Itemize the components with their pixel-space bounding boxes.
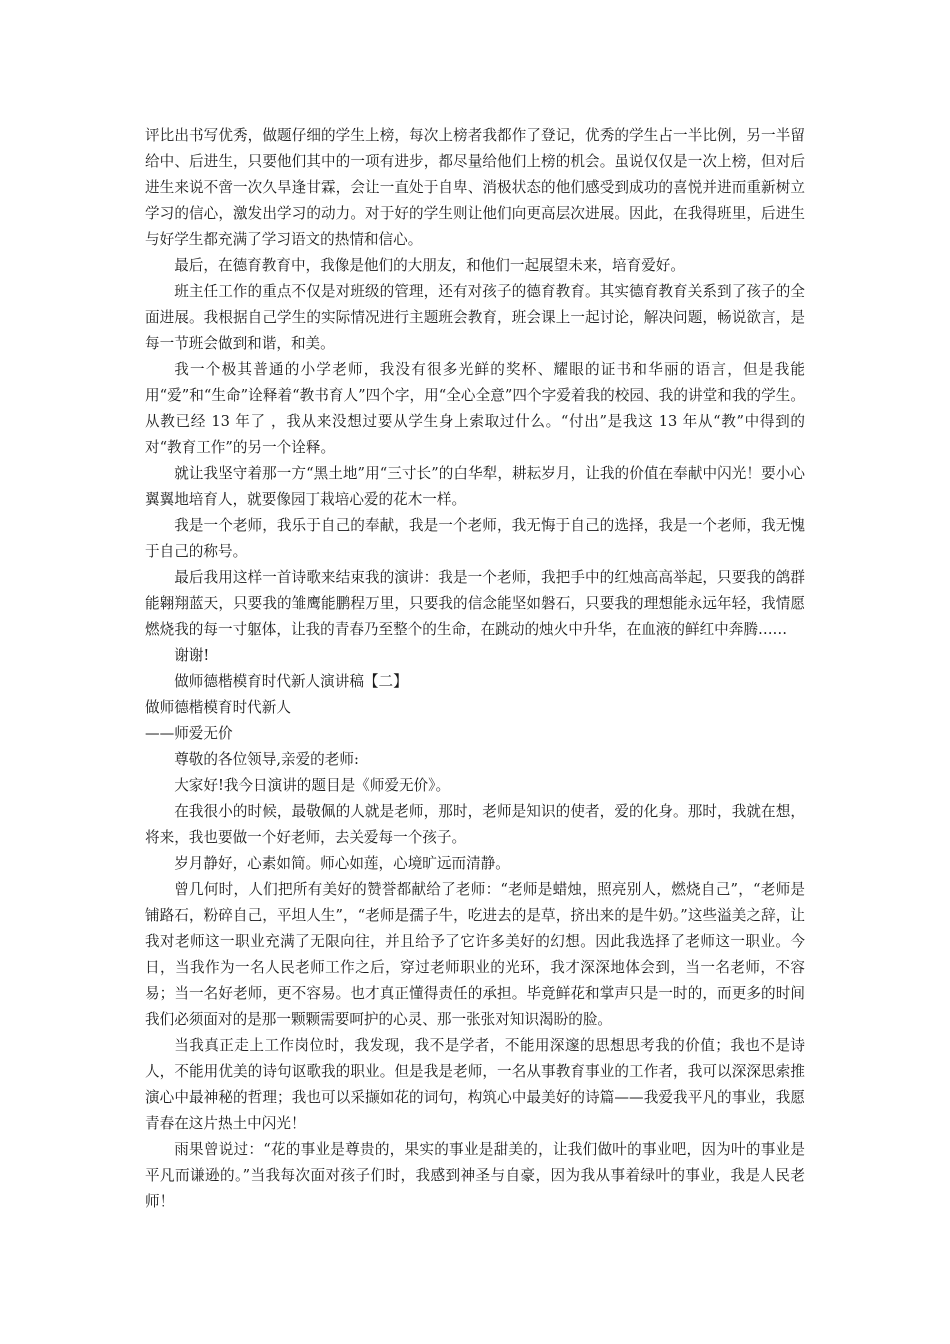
speech-title: 做师德楷模育时代新人: [145, 699, 291, 716]
paragraph: 班主任工作的重点不仅是对班级的管理，还有对孩子的德育教育。其实德育教育关系到了孩子的全面进展。我根据自己学生的实际情况进行主题班会教育，班会课上一起讨论，解决问题，畅说欲言，是每一节班会做到和谐，和美。: [145, 283, 805, 352]
paragraph: 雨果曾说过：“花的事业是尊贵的，果实的事业是甜美的，让我们做叶的事业吧，因为叶的事业是平凡而谦逊的。”当我每次面对孩子们时，我感到神圣与自豪，因为我从事着绿叶的事业，我是人民老师！: [145, 1141, 805, 1210]
speech-subtitle: ——师爱无价: [145, 725, 233, 742]
paragraph: 评比出书写优秀，做题仔细的学生上榜，每次上榜者我都作了登记，优秀的学生占一半比例，另一半留给中、后进生，只要他们其中的一项有进步，都尽量给他们上榜的机会。虽说仅仅是一次上榜，但对后进生来说不啻一次久旱逢甘霖，会让一直处于自卑、消极状态的他们感受到成功的喜悦并进而重新树立学习的信心，激发出学习的动力。对于好的学生则让他们向更高层次进展。因此，在我得班里，后进生与好学生都充满了学习语文的热情和信心。: [145, 127, 805, 248]
paragraph: 我一个极其普通的小学老师，我没有很多光鲜的奖杯、耀眼的证书和华丽的语言，但是我能用“爱”和“生命”诠释着“教书育人”四个字，用“全心全意”四个字爱着我的校园、我的讲堂和我的学生。从教已经 13 年了 ，我从来没想过要从学生身上索取过什么。“付出”是我这 13 年从“教”中得到的对“教育工作”的另一个诠释。: [145, 361, 805, 456]
salutation: 尊敬的各位领导,亲爱的老师:: [174, 751, 359, 768]
paragraph: 大家好!我今日演讲的题目是《师爱无价》。: [174, 777, 451, 794]
paragraph: 曾几何时，人们把所有美好的赞誉都献给了老师：“老师是蜡烛，照亮别人，燃烧自己”，“老师是铺路石，粉碎自己，平坦人生”，“老师是孺子牛，吃进去的是草，挤出来的是牛奶。”这些溢美之辞，让我对老师这一职业充满了无限向往，并且给予了它许多美好的幻想。因此我选择了老师这一职业。今日，当我作为一名人民老师工作之后，穿过老师职业的光环，我才深深地体会到，当一名老师，不容易；当一名好老师，更不容易。也才真正懂得责任的承担。毕竟鲜花和掌声只是一时的，而更多的时间我们必须面对的是那一颗颗需要呵护的心灵、那一张张对知识渴盼的脸。: [145, 881, 805, 1028]
paragraph: 就让我坚守着那一方“黑土地”用“三寸长”的白华犁，耕耘岁月，让我的价值在奉献中闪光！要小心翼翼地培育人，就要像园丁栽培心爱的花木一样。: [145, 465, 805, 508]
document-page: [145, 123, 805, 1215]
paragraph: 在我很小的时候，最敬佩的人就是老师，那时，老师是知识的使者，爱的化身。那时，我就在想，将来，我也要做一个好老师，去关爱每一个孩子。: [145, 803, 805, 846]
paragraph: 岁月静好，心素如简。师心如莲，心境旷远而清静。: [174, 855, 510, 872]
paragraph: 当我真正走上工作岗位时，我发现，我不是学者，不能用深邃的思想思考我的价值；我也不是诗人，不能用优美的诗句讴歌我的职业。但是我是老师，一名从事教育事业的工作者，我可以深深思索推演心中最神秘的哲理；我也可以采撷如花的词句，构筑心中最美好的诗篇——我爱我平凡的事业，我愿青春在这片热土中闪光！: [145, 1037, 805, 1132]
section-heading: 做师德楷模育时代新人演讲稿【二】: [174, 673, 408, 690]
paragraph: 最后我用这样一首诗歌来结束我的演讲：我是一个老师，我把手中的红烛高高举起，只要我的鸽群能翱翔蓝天，只要我的雏鹰能鹏程万里，只要我的信念能坚如磐石，只要我的理想能永远年轻，我情愿燃烧我的每一寸躯体，让我的青春乃至整个的生命，在跳动的烛火中升华，在血液的鲜红中奔腾……: [145, 569, 805, 638]
paragraph: 最后，在德育教育中，我像是他们的大朋友，和他们一起展望未来，培育爱好。: [174, 257, 685, 274]
closing-thanks: 谢谢!: [174, 647, 210, 664]
paragraph: 我是一个老师，我乐于自己的奉献，我是一个老师，我无悔于自己的选择，我是一个老师，我无愧于自己的称号。: [145, 517, 805, 560]
